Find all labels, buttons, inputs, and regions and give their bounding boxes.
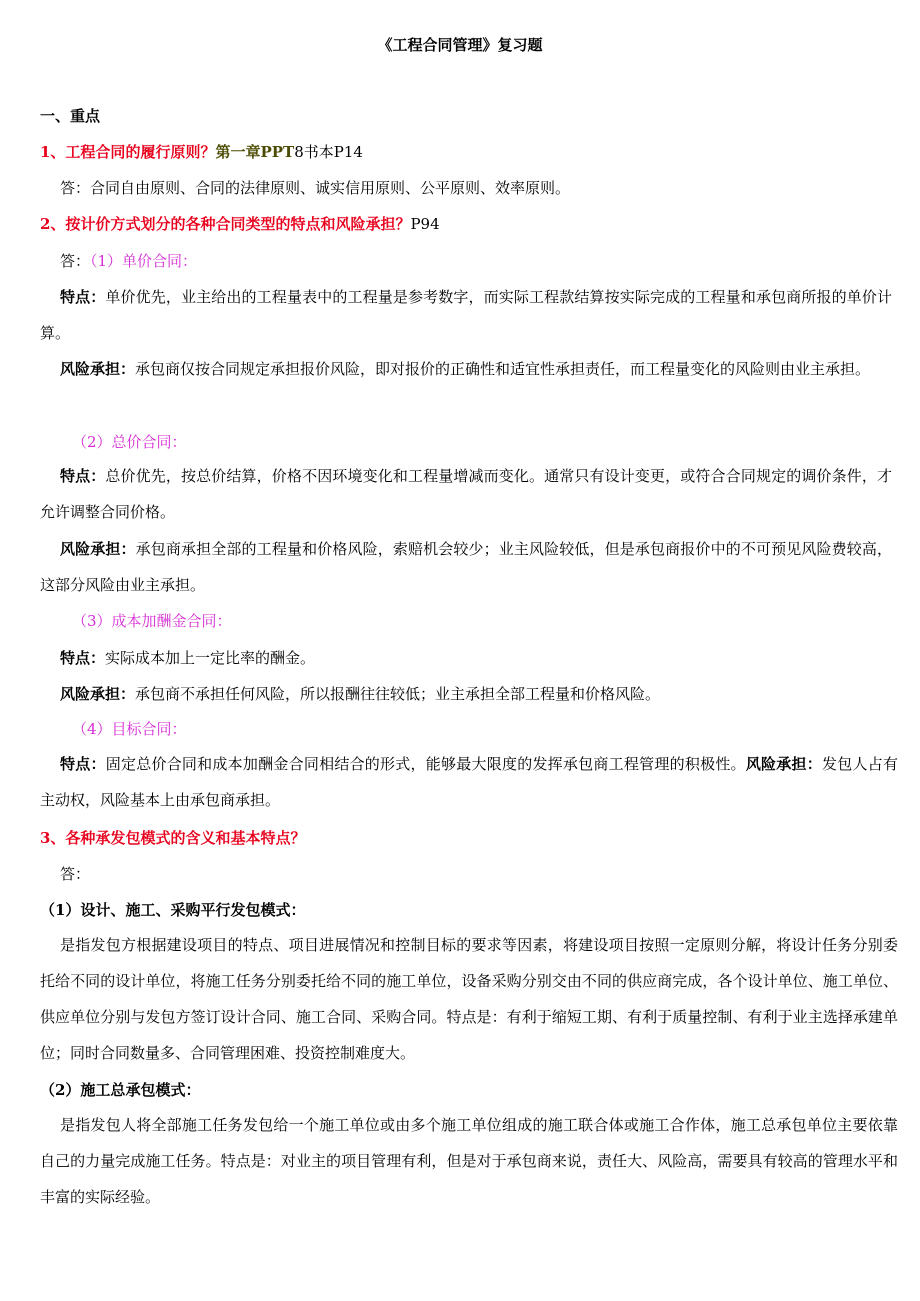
lump-sum-risk	[40, 531, 892, 603]
feature-text: 固定总价合同和成本加酬金合同相结合的形式，能够最大限度的发挥承包商工程管理的积极性。	[105, 755, 746, 773]
question-1-ref-bold: 第一章PPT	[215, 143, 295, 161]
answer-prefix: 答：	[60, 252, 91, 270]
feature-text: 总价优先，按总价结算，价格不因环境变化和工程量增减而变化。通常只有设计变更，或符合合同规定的调价条件，才允许调整合同价格。	[40, 467, 892, 521]
document-title: 《工程合同管理》复习题	[377, 36, 543, 54]
feature-text: 实际成本加上一定比率的酬金。	[105, 649, 316, 667]
question-2-label: 2、按计价方式划分的各种合同类型的特点和风险承担？	[40, 215, 411, 233]
lump-sum-feature	[40, 458, 892, 530]
feature-label: 特点：	[60, 649, 106, 667]
feature-label: 特点：	[60, 288, 106, 306]
question-2	[40, 214, 440, 234]
feature-label: 特点：	[60, 467, 106, 485]
mode-2-heading: （2）施工总承包模式：	[40, 1081, 201, 1099]
risk-label: 风险承担：	[60, 685, 136, 703]
unit-price-risk	[40, 351, 892, 387]
unit-price-heading: （1）单价合同：	[90, 252, 198, 270]
feature-text: 单价优先，业主给出的工程量表中的工程量是参考数字，而实际工程款结算按实际完成的工程量和承包商所报的单价计算。	[40, 288, 892, 342]
target-contract-heading: （4）目标合同：	[72, 720, 187, 738]
question-1-answer: 答：合同自由原则、合同的法律原则、诚实信用原则、公平原则、效率原则。	[60, 179, 571, 197]
risk-text: 发包人占有主动权，风险基本上由承包商承担。	[40, 755, 898, 809]
target-contract-feature	[40, 746, 898, 818]
question-1-label: 1、工程合同的履行原则？	[40, 143, 216, 161]
cost-plus-heading: （3）成本加酬金合同：	[72, 612, 232, 630]
mode-1-heading: （1）设计、施工、采购平行发包模式：	[40, 901, 306, 919]
cost-plus-feature	[60, 648, 315, 668]
question-3-label: 3、各种承发包模式的含义和基本特点？	[40, 829, 306, 847]
question-1	[40, 142, 363, 162]
risk-label: 风险承担：	[60, 540, 136, 558]
lump-sum-heading: （2）总价合同：	[72, 433, 187, 451]
question-2-answer-start	[60, 251, 197, 271]
risk-label: 风险承担：	[745, 755, 823, 773]
risk-text: 承包商不承担任何风险，所以报酬往往较低；业主承担全部工程量和价格风险。	[135, 685, 661, 703]
cost-plus-risk	[60, 684, 660, 704]
risk-text: 承包商仅按合同规定承担报价风险，即对报价的正确性和适宜性承担责任，而工程量变化的风险则由业主承担。	[135, 360, 871, 378]
risk-label: 风险承担：	[60, 360, 136, 378]
question-1-ref: 8书本P14	[294, 143, 363, 161]
feature-label: 特点：	[60, 755, 106, 773]
risk-text: 承包商承担全部的工程量和价格风险，索赔机会较少；业主风险较低，但是承包商报价中的不可预见风险费较高，这部分风险由业主承担。	[40, 540, 892, 594]
section-heading-key-points: 一、重点	[40, 107, 101, 125]
unit-price-feature	[40, 279, 892, 351]
question-2-ref: P94	[410, 215, 440, 233]
question-3-answer-prefix: 答：	[60, 865, 91, 883]
mode-1-body: 是指发包方根据建设项目的特点、项目进展情况和控制目标的要求等因素，将建设项目按照一定原则分解，将设计任务分别委托给不同的设计单位，将施工任务分别委托给不同的施工单位，设备采购分别交由不同的供应商完成，各个设计单位、施工单位、供应单位分别与发包方签订设计合同、施工合同、采购合同。特点是：有利于缩短工期、有利于质量控制、有利于业主选择承建单位；同时合同数量多、合同管理困难、投资控制难度大。	[40, 936, 898, 1062]
mode-2-body: 是指发包人将全部施工任务发包给一个施工单位或由多个施工单位组成的施工联合体或施工合作体，施工总承包单位主要依靠自己的力量完成施工任务。特点是：对业主的项目管理有利，但是对于承包商来说，责任大、风险高，需要具有较高的管理水平和丰富的实际经验。	[40, 1116, 898, 1206]
